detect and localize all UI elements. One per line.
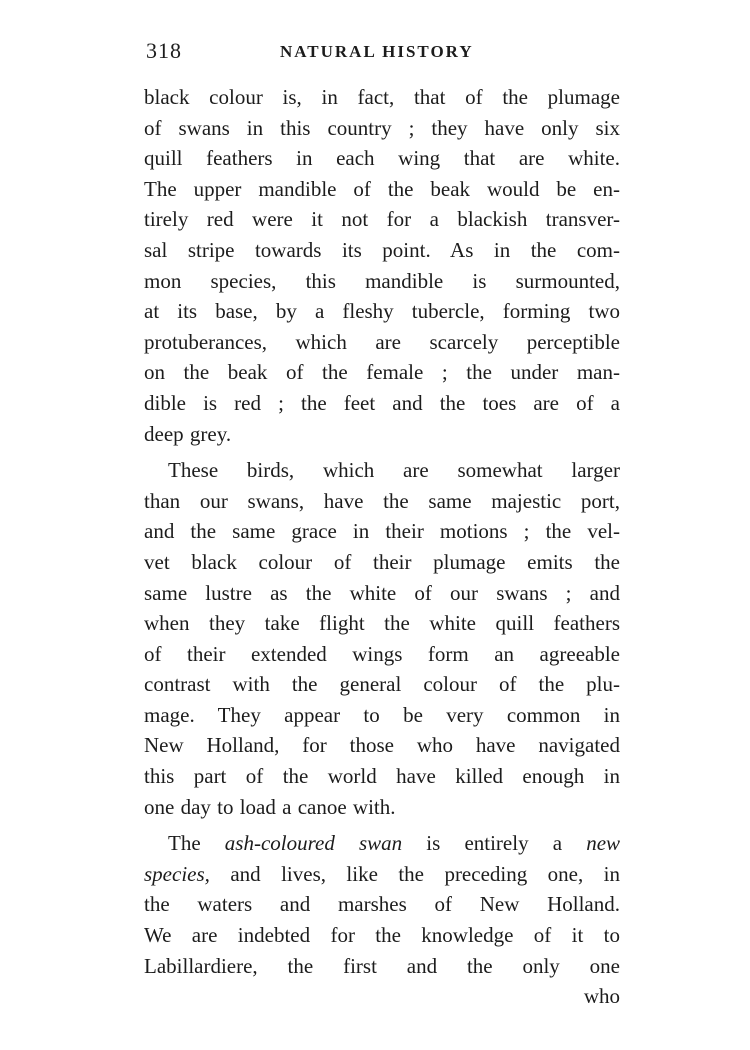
text-line: contrast with the general colour of the plu- — [144, 672, 620, 697]
text-line: of their extended wings form an agreeable — [144, 641, 620, 666]
text-line: the waters and marshes of New Holland. — [144, 892, 620, 917]
text-line: than our swans, have the same majestic port, — [144, 488, 620, 513]
running-title: NATURAL HISTORY — [280, 42, 474, 61]
body-text — [144, 82, 620, 1012]
text-line: and the same grace in their motions ; the vel- — [144, 519, 620, 544]
text-line: The ash-coloured swan is entirely a new — [168, 831, 621, 856]
italic-phrase: species, — [144, 861, 210, 886]
text-line: The upper mandible of the beak would be en- — [144, 176, 620, 201]
catchword: who — [583, 984, 620, 1009]
text-line: We are indebted for the knowledge of it to — [144, 923, 620, 948]
text-line: species, and lives, like the preceding one, in — [144, 861, 620, 886]
italic-phrase: new — [586, 831, 621, 856]
running-head — [140, 38, 620, 68]
text-line: black colour is, in fact, that of the plumage — [144, 85, 620, 109]
italic-phrase: ash-coloured swan — [224, 831, 403, 856]
text-line: Labillardiere, the first and the only one — [144, 953, 620, 978]
text-line: New Holland, for those who have navigated — [144, 733, 620, 758]
text-line: These birds, which are somewhat larger — [168, 458, 620, 483]
text-line: protuberances, which are scarcely perceptible — [144, 329, 620, 354]
text-line: mon species, this mandible is surmounted, — [144, 268, 620, 293]
text-line: of swans in this country ; they have only six — [144, 115, 620, 140]
paragraph — [144, 82, 620, 449]
text-line: tirely red were it not for a blackish transver- — [144, 207, 620, 232]
text-line: on the beak of the female ; the under man- — [144, 360, 620, 385]
text-line: deep grey. — [144, 421, 232, 446]
paragraph — [144, 828, 620, 981]
text-line: vet black colour of their plumage emits the — [144, 549, 620, 574]
text-line: dible is red ; the feet and the toes are of a — [144, 390, 620, 415]
text-line: at its base, by a fleshy tubercle, forming two — [144, 299, 620, 324]
text-line: mage. They appear to be very common in — [144, 702, 620, 727]
text-line: this part of the world have killed enough in — [144, 764, 620, 789]
text-line: one day to load a canoe with. — [144, 794, 396, 819]
page-number: 318 — [146, 38, 182, 63]
paragraph — [144, 455, 620, 822]
text-line: quill feathers in each wing that are white. — [144, 146, 620, 171]
text-line: when they take flight the white quill feathers — [144, 611, 620, 636]
text-line: same lustre as the white of our swans ; and — [144, 580, 620, 605]
text-line: sal stripe towards its point. As in the com- — [144, 237, 620, 262]
